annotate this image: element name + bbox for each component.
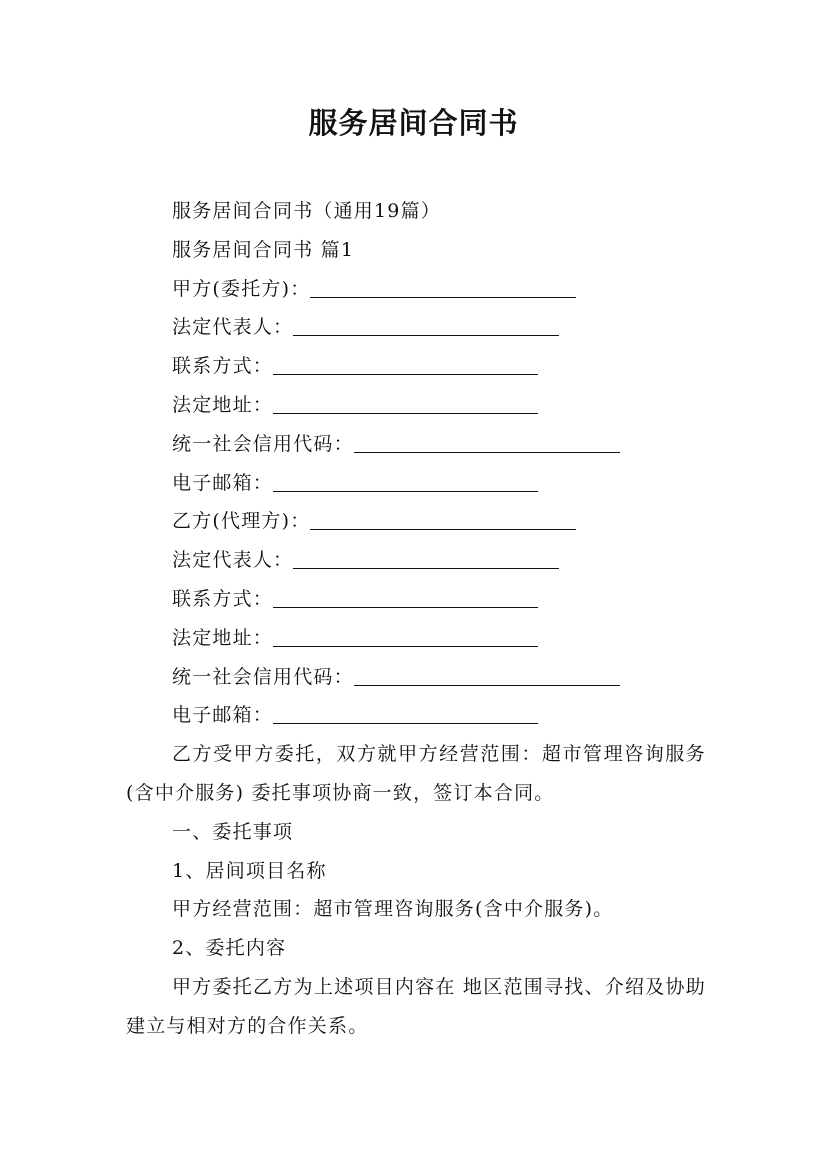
party-a-contact-label: 联系方式： <box>172 355 274 378</box>
document-body <box>126 192 706 1046</box>
party-a-legal-rep-label: 法定代表人： <box>172 316 294 339</box>
party-b-heading: 乙方(代理方)： <box>172 510 311 533</box>
party-b-contact-label: 联系方式： <box>172 587 274 610</box>
party-b-credit-code-label: 统一社会信用代码： <box>172 665 354 688</box>
item-2-text: 甲方委托乙方为上述项目内容在 地区范围寻找、介绍及协助建立与相对方的合作关系。 <box>126 975 706 1037</box>
party-a-heading: 甲方(委托方)： <box>172 277 311 300</box>
party-b-heading-line <box>126 502 706 541</box>
party-a-email-line <box>126 464 706 503</box>
party-b-address-label: 法定地址： <box>172 626 274 649</box>
party-a-contact-line <box>126 347 706 386</box>
party-a-contact-blank[interactable] <box>273 354 538 375</box>
party-b-legal-rep-label: 法定代表人： <box>172 549 294 572</box>
party-b-name-blank[interactable] <box>310 509 576 530</box>
party-a-address-line <box>126 386 706 425</box>
party-a-email-blank[interactable] <box>273 471 538 492</box>
item-1-text: 甲方经营范围：超市管理咨询服务(含中介服务)。 <box>172 898 614 921</box>
party-b-credit-code-blank[interactable] <box>354 665 620 686</box>
clause-1-heading: 一、委托事项 <box>172 820 294 843</box>
party-a-email-label: 电子邮箱： <box>172 471 274 494</box>
party-b-legal-rep-blank[interactable] <box>293 548 559 569</box>
party-b-address-blank[interactable] <box>273 626 538 647</box>
party-b-contact-blank[interactable] <box>273 587 538 608</box>
document-subtitle: 服务居间合同书（通用19篇） <box>172 200 441 222</box>
party-a-credit-code-line <box>126 425 706 464</box>
party-b-credit-code-line <box>126 658 706 697</box>
party-a-credit-code-label: 统一社会信用代码： <box>172 432 354 455</box>
party-a-legal-rep-line <box>126 308 706 347</box>
party-b-email-line <box>126 696 706 735</box>
party-b-email-label: 电子邮箱： <box>172 704 274 727</box>
party-b-legal-rep-line <box>126 541 706 580</box>
party-b-email-blank[interactable] <box>273 703 538 724</box>
party-a-name-blank[interactable] <box>310 277 576 298</box>
party-a-legal-rep-blank[interactable] <box>293 315 559 336</box>
section-heading: 服务居间合同书 篇1 <box>172 238 355 261</box>
document-title: 服务居间合同书 <box>308 106 519 140</box>
item-1-heading: 1、居间项目名称 <box>172 859 327 882</box>
party-b-contact-line <box>126 580 706 619</box>
item-2-heading: 2、委托内容 <box>172 937 287 960</box>
party-a-heading-line <box>126 270 706 309</box>
party-a-address-label: 法定地址： <box>172 393 274 416</box>
party-a-credit-code-blank[interactable] <box>354 432 620 453</box>
party-a-address-blank[interactable] <box>273 393 538 414</box>
intro-paragraph: 乙方受甲方委托，双方就甲方经营范围：超市管理咨询服务(含中介服务) 委托事项协商一致，签订本合同。 <box>126 743 706 804</box>
party-b-address-line <box>126 619 706 658</box>
